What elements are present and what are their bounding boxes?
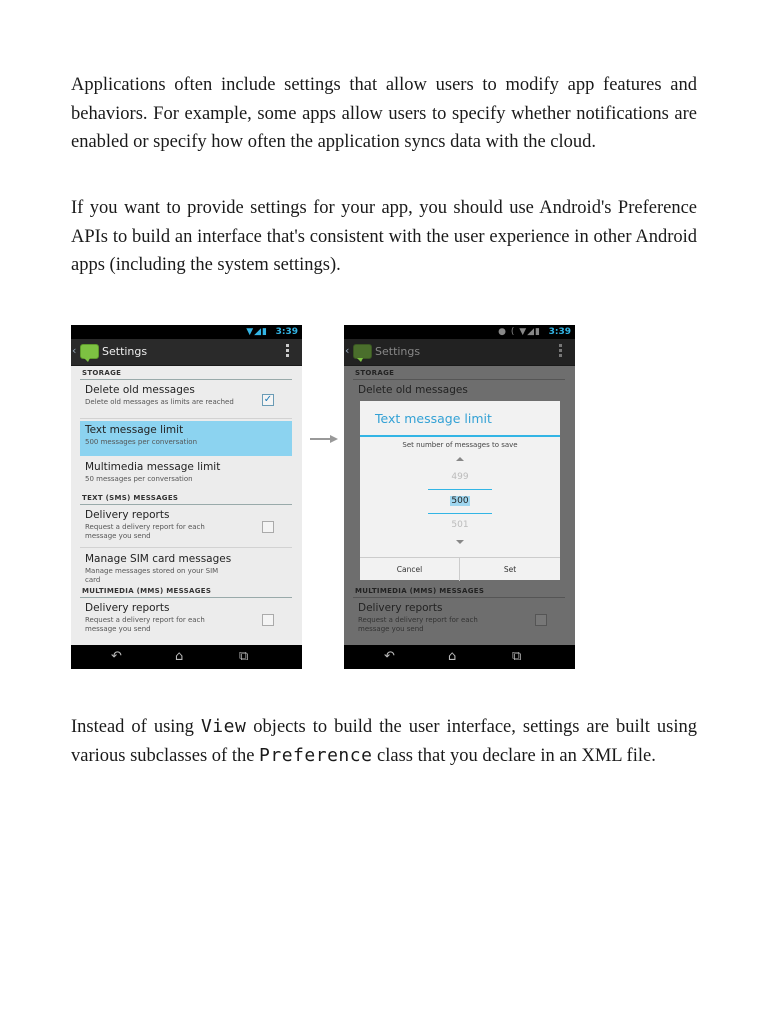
home-icon[interactable]: ⌂ xyxy=(175,649,184,664)
pref-delete-old-messages[interactable]: Delete old messages Delete old messages as limits are reached ✓ xyxy=(80,381,292,419)
dialog-screenshot xyxy=(344,325,575,669)
number-picker-dialog xyxy=(360,401,560,580)
home-icon[interactable]: ⌂ xyxy=(448,649,457,664)
pref-text-message-limit[interactable]: Text message limit 500 messages per conversation xyxy=(80,421,292,456)
action-bar-title: Settings xyxy=(375,345,421,358)
pref-delivery-reports-sms[interactable]: Delivery reports Request a delivery report for each message you send xyxy=(80,506,292,548)
section-header-mms: MULTIMEDIA (MMS) MESSAGES xyxy=(355,587,485,595)
overflow-menu-icon[interactable] xyxy=(286,344,289,359)
up-caret-icon: ‹ xyxy=(345,344,350,357)
pref-manage-sim-card[interactable]: Manage SIM card messages Manage messages stored on your SIM card xyxy=(85,553,232,584)
settings-list xyxy=(71,366,302,645)
section-header-mms: MULTIMEDIA (MMS) MESSAGES xyxy=(82,587,212,595)
picker-next-value[interactable]: 501 xyxy=(451,520,469,530)
pref-multimedia-message-limit[interactable]: Multimedia message limit 50 messages per conversation xyxy=(85,461,221,483)
overflow-menu-icon xyxy=(559,344,562,359)
pref-delivery-reports-mms: Delivery reports Request a delivery report for each message you send xyxy=(353,599,565,641)
preference-class-paragraph: Instead of using View objects to build the user interface, settings are built using various subclasses of the Preference class that you declare in an XML file. xyxy=(71,716,697,766)
decrement-arrow-icon[interactable] xyxy=(456,540,464,544)
checkbox-unchecked-icon xyxy=(535,614,547,626)
picker-prev-value[interactable]: 499 xyxy=(451,472,469,482)
code-view: View xyxy=(200,716,247,737)
section-header-storage: STORAGE xyxy=(82,369,122,377)
bluetooth-wifi-battery-icon: ● ( ▼◢▮ xyxy=(498,327,541,337)
nav-bar xyxy=(344,645,575,669)
action-bar xyxy=(344,339,575,366)
dialog-buttons xyxy=(360,557,560,581)
recent-apps-icon[interactable]: ⧉ xyxy=(512,649,522,664)
settings-list-dimmed xyxy=(344,366,575,645)
checkbox-unchecked-icon[interactable] xyxy=(262,614,274,626)
status-time: 3:39 xyxy=(275,327,298,337)
preference-api-paragraph: If you want to provide settings for your app, you should use Android's Preference APIs to build an interface that's consistent with the user experience in other Android apps (including the system settings). xyxy=(71,198,697,275)
back-icon[interactable]: ↶ xyxy=(384,649,395,664)
status-time: 3:39 xyxy=(548,327,571,337)
set-button[interactable]: Set xyxy=(503,565,517,574)
action-bar-title: Settings xyxy=(102,345,148,358)
picker-current-value[interactable]: 500 xyxy=(451,496,469,506)
intro-paragraph: Applications often include settings that allow users to modify app features and behaviors. For example, some apps allow users to specify whether notifications are enabled or specify how often the application syncs data with the cloud. xyxy=(71,75,697,152)
cancel-button[interactable]: Cancel xyxy=(360,558,460,581)
back-icon[interactable]: ↶ xyxy=(111,649,122,664)
checkbox-checked-icon[interactable]: ✓ xyxy=(263,394,273,405)
pref-delete-old-messages: Delete old messages xyxy=(358,384,468,396)
pref-delivery-reports-mms[interactable]: Delivery reports Request a delivery report for each message you send xyxy=(80,599,292,641)
dialog-title: Text message limit xyxy=(375,411,492,426)
action-bar xyxy=(71,339,302,366)
settings-screenshot xyxy=(71,325,302,669)
checkbox-unchecked-icon[interactable] xyxy=(262,521,274,533)
section-header-storage: STORAGE xyxy=(355,369,395,377)
dialog-subtitle: Set number of messages to save xyxy=(402,441,518,449)
messaging-app-icon xyxy=(353,344,372,359)
up-caret-icon[interactable]: ‹ xyxy=(72,344,77,357)
status-bar xyxy=(71,325,302,339)
section-header-sms: TEXT (SMS) MESSAGES xyxy=(82,494,179,502)
right-arrow-icon xyxy=(310,434,338,444)
wifi-signal-battery-icon: ▼◢▮ xyxy=(246,327,268,337)
increment-arrow-icon[interactable] xyxy=(456,457,464,461)
status-bar xyxy=(344,325,575,339)
recent-apps-icon[interactable]: ⧉ xyxy=(239,649,249,664)
code-preference: Preference xyxy=(259,744,373,766)
nav-bar xyxy=(71,645,302,669)
messaging-app-icon xyxy=(80,344,99,359)
